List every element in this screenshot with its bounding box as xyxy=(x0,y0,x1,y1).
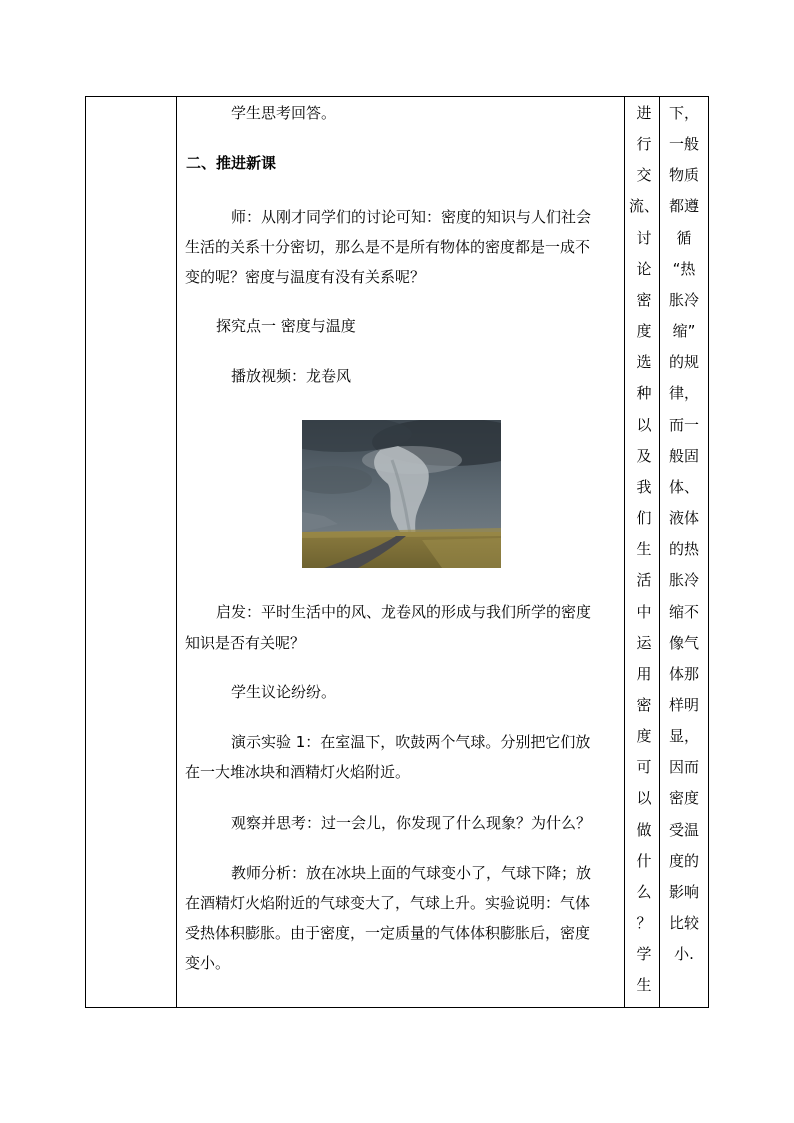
column-text-line: 交 xyxy=(636,166,652,185)
column-text-line: 么 xyxy=(636,882,652,901)
column-text-line: 都遵 xyxy=(668,197,699,216)
column-text-line: 生 xyxy=(636,540,652,559)
column-text-line: 般固 xyxy=(668,446,699,465)
column-text-line: 度的 xyxy=(668,851,699,870)
column-text-line: 活 xyxy=(636,571,652,590)
paragraph: 播放视频：龙卷风 xyxy=(231,367,352,385)
column-text-line: 下， xyxy=(668,104,699,122)
paragraph: 变的呢？密度与温度有没有关系呢？ xyxy=(185,268,426,286)
column-text-line: 度 xyxy=(636,322,652,341)
column-divider xyxy=(624,97,625,1007)
column-text-line: 生 xyxy=(636,976,652,995)
column-text-line: ？ xyxy=(636,914,652,933)
paragraph: 生活的关系十分密切，那么是不是所有物体的密度都是一成不 xyxy=(185,238,591,256)
column-text-line: 中 xyxy=(636,602,652,621)
column-text-line: 样明 xyxy=(668,695,699,714)
column-text-line: 而一 xyxy=(668,415,699,434)
column-text-line: 因而 xyxy=(668,758,699,777)
column-text-line: 可 xyxy=(636,758,652,777)
column-text-line: 做 xyxy=(636,820,652,839)
column-text-line: 像气 xyxy=(668,633,699,652)
paragraph: 受热体积膨胀。由于密度，一定质量的气体体积膨胀后，密度 xyxy=(185,924,591,942)
column-text-line: 学 xyxy=(636,945,652,964)
column-text-line: 选 xyxy=(636,353,652,372)
section-heading: 二、推进新课 xyxy=(186,154,277,172)
column-text-line: 缩不 xyxy=(668,602,699,621)
column-text-line: 论 xyxy=(636,259,652,278)
column-text-line: 液体 xyxy=(668,509,699,528)
paragraph: 教师分析：放在冰块上面的气球变小了，气球下降；放 xyxy=(231,864,592,882)
column-divider xyxy=(176,97,177,1007)
column-text-line: 密度 xyxy=(668,789,699,808)
column-text-line: 运 xyxy=(636,633,652,652)
column-text-line: 进 xyxy=(636,104,652,122)
column-text-line: 比较 xyxy=(668,914,699,933)
paragraph: 在一大堆冰块和酒精灯火焰附近。 xyxy=(185,763,411,781)
column-text-line: 受温 xyxy=(668,820,699,839)
paragraph: 演示实验 1：在室温下，吹鼓两个气球。分别把它们放 xyxy=(231,733,591,751)
paragraph: 观察并思考：过一会儿，你发现了什么现象？为什么？ xyxy=(231,814,592,832)
column-text-line: “热 xyxy=(672,259,696,278)
column-text-line: 影响 xyxy=(668,882,699,901)
column-text-line: 一般 xyxy=(668,135,699,154)
paragraph: 启发：平时生活中的风、龙卷风的形成与我们所学的密度 xyxy=(216,603,592,621)
column-text-line: 体那 xyxy=(668,664,699,683)
column-text-line: 用 xyxy=(636,664,652,683)
column-text-line: 律， xyxy=(668,384,699,403)
column-text-line: 胀冷 xyxy=(668,571,699,590)
student-activity-column xyxy=(626,98,662,1002)
column-text-line: 及 xyxy=(636,446,652,465)
column-text-line: 的规 xyxy=(668,353,699,372)
column-text-line: 讨 xyxy=(636,228,652,247)
column-text-line: 胀冷 xyxy=(668,290,699,309)
column-text-line: 小. xyxy=(674,945,694,964)
column-text-line: 的热 xyxy=(668,540,699,559)
paragraph: 在酒精灯火焰附近的气球变大了，气球上升。实验说明：气体 xyxy=(185,894,591,912)
column-text-line: 行 xyxy=(636,135,652,154)
column-text-line: 以 xyxy=(636,789,652,808)
paragraph: 学生思考回答。 xyxy=(231,104,337,122)
column-text-line: 什 xyxy=(636,851,652,870)
column-text-line: 循 xyxy=(676,228,692,247)
column-text-line: 密 xyxy=(636,290,652,309)
paragraph: 知识是否有关呢？ xyxy=(185,634,306,652)
design-intent-column xyxy=(660,98,708,970)
column-text-line: 流、 xyxy=(628,197,659,216)
column-text-line: 们 xyxy=(636,509,652,528)
column-text-line: 密 xyxy=(636,695,652,714)
paragraph: 变小。 xyxy=(185,954,231,972)
column-text-line: 体、 xyxy=(668,477,699,496)
column-text-line: 缩” xyxy=(672,322,696,341)
column-text-line: 显， xyxy=(668,727,699,746)
column-text-line: 物质 xyxy=(668,166,699,185)
tornado-photo xyxy=(302,420,501,568)
column-text-line: 以 xyxy=(636,415,652,434)
column-text-line: 种 xyxy=(636,384,652,403)
column-text-line: 度 xyxy=(636,727,652,746)
paragraph: 师：从刚才同学们的讨论可知：密度的知识与人们社会 xyxy=(231,208,592,226)
paragraph: 探究点一 密度与温度 xyxy=(216,317,356,335)
paragraph: 学生议论纷纷。 xyxy=(231,683,337,701)
column-text-line: 我 xyxy=(636,477,652,496)
